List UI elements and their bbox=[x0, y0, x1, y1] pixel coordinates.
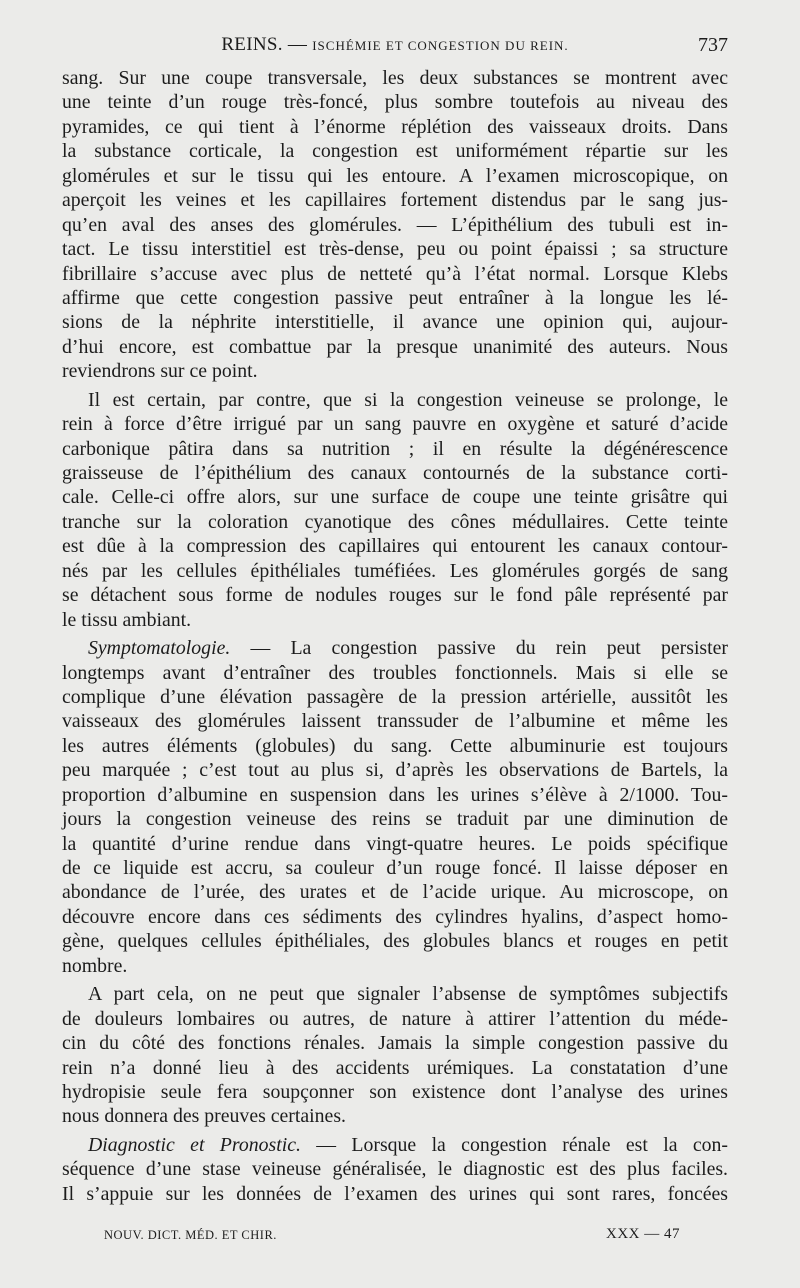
text-line: rein n’a donné lieu à des accidents urémiques. La constatation d’une bbox=[62, 1056, 728, 1079]
text-line: qu’en aval des anses des glomérules. — L’épithélium des tubuli est in- bbox=[62, 213, 728, 236]
text-line: complique d’une élévation passagère de la pression artérielle, aussitôt les bbox=[62, 685, 728, 708]
text-line: tranche sur la coloration cyanotique des cônes médullaires. Cette teinte bbox=[62, 510, 728, 533]
paragraph bbox=[62, 388, 728, 632]
text-line: sions de la néphrite interstitielle, il avance une opinion qui, aujour- bbox=[62, 311, 728, 334]
text-line: graisseuse de l’épithélium des canaux contournés de la substance corti- bbox=[62, 462, 728, 484]
section-heading: Diagnostic et Pronostic. bbox=[88, 1133, 301, 1156]
text-line: peu marquée ; c’est tout au plus si, d’après les observations de Bartels, la bbox=[62, 759, 728, 782]
text-line: fibrillaire s’accuse avec plus de netteté qu’à l’état normal. Lorsque Klebs bbox=[62, 262, 728, 285]
footer-volume-mark: XXX — 47 bbox=[606, 1226, 680, 1242]
page-footer bbox=[104, 1226, 680, 1246]
text-line: cin du côté des fonctions rénales. Jamais la simple congestion passive du bbox=[62, 1032, 728, 1055]
text-line: d’hui encore, est combattue par la presque unanimité des auteurs. Nous bbox=[62, 335, 728, 358]
text-line: est dûe à la compression des capillaires qui entourent les canaux contour- bbox=[62, 535, 728, 558]
text-line: Il est certain, par contre, que si la congestion veineuse se prolonge, le bbox=[88, 388, 728, 411]
section-heading-continuation: — La congestion passive du rein peut persister bbox=[230, 637, 728, 660]
text-line: séquence d’une stase veineuse généralisée, le diagnostic est des plus faciles. bbox=[62, 1158, 728, 1181]
text-line: Il s’appuie sur les données de l’examen des urines qui sont rares, foncées bbox=[62, 1182, 728, 1205]
text-line: de ce liquide est accru, sa couleur d’un rouge foncé. Il laisse déposer en bbox=[62, 857, 728, 879]
text-line: les autres éléments (globules) du sang. Cette albuminurie est toujours bbox=[62, 734, 728, 757]
text-line: nous donnera des preuves certaines. bbox=[62, 1105, 346, 1128]
section-heading: Symptomatologie. bbox=[88, 637, 231, 660]
text-line: reviendrons sur ce point. bbox=[62, 360, 258, 383]
text-line: aperçoit les veines et les capillaires fortement distendus par le sang jus- bbox=[62, 189, 728, 212]
text-line: glomérules et sur le tissu qui les entoure. A l’examen microscopique, on bbox=[62, 164, 728, 187]
running-title-section: REINS. bbox=[221, 34, 283, 55]
paragraph-heading-line bbox=[62, 636, 728, 660]
text-line: proportion d’albumine en suspension dans les urines s’élève à 2/1000. Tou- bbox=[62, 783, 728, 806]
text-line: abondance de l’urée, des urates et de l’acide urique. Au microscope, on bbox=[62, 881, 728, 904]
text-line: gène, quelques cellules épithéliales, des globules blancs et rouges en petit bbox=[62, 930, 728, 953]
footer-signature: NOUV. DICT. MÉD. ET CHIR. bbox=[104, 1228, 277, 1242]
text-line: nombre. bbox=[62, 954, 128, 977]
text-line: hydropisie seule fera soupçonner son existence dont l’analyse des urines bbox=[62, 1080, 728, 1103]
text-line: cale. Celle-ci offre alors, sur une surface de coupe une teinte grisâtre qui bbox=[62, 486, 728, 509]
text-line: pyramides, ce qui tient à l’énorme réplétion des vaisseaux droits. Dans bbox=[62, 115, 728, 138]
text-line: la quantité d’urine rendue dans vingt-quatre heures. Le poids spécifique bbox=[62, 832, 728, 855]
paragraph-heading-line bbox=[62, 1133, 728, 1157]
section-heading-continuation: — Lorsque la congestion rénale est la con- bbox=[300, 1133, 728, 1156]
text-line: se détachent sous forme de nodules rouges sur le fond pâle représenté par bbox=[62, 584, 728, 607]
running-title-separator: — bbox=[287, 34, 308, 55]
text-line: le tissu ambiant. bbox=[62, 608, 192, 631]
page-number: 737 bbox=[698, 34, 728, 56]
paragraph bbox=[62, 636, 728, 978]
text-line: découvre encore dans ces sédiments des cylindres hyalins, d’aspect homo- bbox=[62, 905, 728, 928]
running-head bbox=[62, 34, 728, 64]
paragraph bbox=[62, 66, 728, 384]
text-line: vaisseaux des glomérules laissent transsuder de l’albumine et même les bbox=[62, 710, 728, 733]
paragraph bbox=[62, 982, 728, 1129]
text-line: la substance corticale, la congestion est uniformément répartie sur les bbox=[62, 140, 728, 163]
text-line: A part cela, on ne peut que signaler l’absense de symptômes subjectifs bbox=[88, 983, 728, 1006]
paragraph bbox=[62, 1133, 728, 1206]
text-line: longtemps avant d’entraîner des troubles fonctionnels. Mais si elle se bbox=[62, 661, 728, 684]
text-line: rein à force d’être irrigué par un sang pauvre en oxygène et saturé d’acide bbox=[62, 413, 728, 436]
text-line: carbonique pâtira dans sa nutrition ; il en résulte la dégénérescence bbox=[62, 437, 728, 460]
body-text bbox=[62, 66, 728, 1206]
text-line: une teinte d’un rouge très-foncé, plus sombre toutefois au niveau des bbox=[62, 91, 728, 114]
text-line: de douleurs lombaires ou autres, de nature à attirer l’attention du méde- bbox=[62, 1007, 728, 1030]
text-line: tact. Le tissu interstitiel est très-dense, peu ou point épaissi ; sa structure bbox=[62, 238, 728, 261]
text-line: nés par les cellules épithéliales tuméfiées. Les glomérules gorgés de sang bbox=[62, 559, 728, 582]
running-title-subject: ISCHÉMIE ET CONGESTION DU REIN. bbox=[312, 38, 569, 53]
text-line: jours la congestion veineuse des reins se traduit par une diminution de bbox=[62, 808, 728, 831]
text-line: sang. Sur une coupe transversale, les deux substances se montrent avec bbox=[62, 67, 728, 89]
running-title bbox=[62, 34, 728, 56]
text-line: affirme que cette congestion passive peut entraîner à la longue les lé- bbox=[62, 286, 728, 309]
